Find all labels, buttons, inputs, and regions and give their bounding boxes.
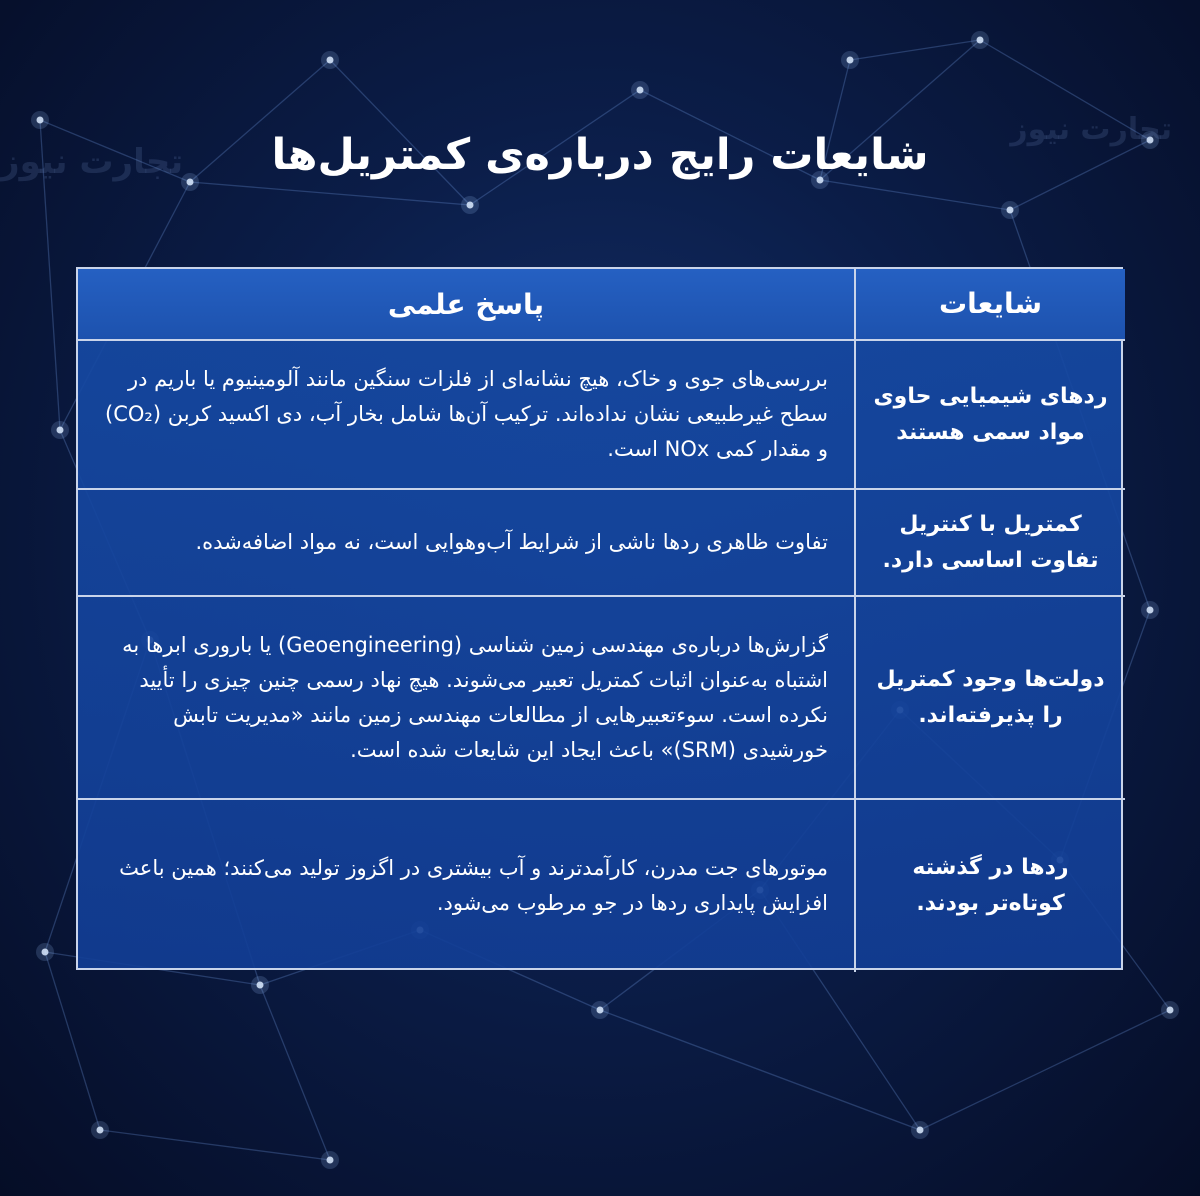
- network-line: [100, 1130, 330, 1160]
- network-node: [42, 949, 49, 956]
- watermark-right: تجارت نیوز: [1010, 112, 1172, 147]
- header-rumor: شایعات: [856, 269, 1125, 341]
- row-2-answer: [78, 490, 856, 597]
- row-1-answer-text: بررسی‌های جوی و خاک، هیچ نشانه‌ای از فلزات سنگین مانند آلومینیوم یا باریم در سطح غیرطبیعی نشان نداده‌اند. ترکیب آن‌ها شامل بخار آب، دی اکسید کربن (CO₂) و مقدار کمی NOx است.: [105, 367, 828, 461]
- network-node: [637, 87, 644, 94]
- row-4-rumor: ردها در گذشته کوتاه‌تر بودند.: [912, 855, 1069, 916]
- row-4-answer-text: موتورهای جت مدرن، کارآمدترند و آب بیشتری در اگزوز تولید می‌کنند؛ همین باعث افزایش پایداری ردها در جو مرطوب می‌شود.: [119, 856, 828, 915]
- rumors-table: [76, 267, 1123, 970]
- network-line: [820, 180, 1010, 210]
- row-1-rumor: ردهای شیمیایی حاوی مواد سمی هستند: [856, 341, 1125, 490]
- network-node: [1167, 1007, 1174, 1014]
- row-3-answer-text: گزارش‌ها درباره‌ی مهندسی زمین شناسی (Geoengineering) یا باروری ابرها به اشتباه به‌عنوان اثبات کمتریل تعبیر می‌شوند. هیچ نهاد رسمی چنین چیزی را تأیید نکرده است. سوءتعبیرهایی از مطالعات مهندسی زمین مانند «مدیریت تابش خورشیدی (SRM)» باعث ایجاد این شایعات شده است.: [122, 632, 828, 762]
- network-node: [97, 1127, 104, 1134]
- row-3-answer: [78, 597, 856, 800]
- network-line: [45, 952, 100, 1130]
- network-line: [260, 985, 330, 1160]
- network-node: [847, 57, 854, 64]
- watermark-left: تجارت نیوز: [0, 142, 184, 182]
- row-2-rumor: کمتریل با کنتریل تفاوت اساسی دارد.: [856, 490, 1125, 597]
- header-answer: پاسخ علمی: [78, 269, 856, 341]
- row-1-answer: [78, 341, 856, 490]
- network-node: [977, 37, 984, 44]
- row-3-rumor: دولت‌ها وجود کمتریل را پذیرفته‌اند.: [856, 597, 1125, 800]
- network-node: [1147, 607, 1154, 614]
- network-node: [917, 1127, 924, 1134]
- network-line: [920, 1010, 1170, 1130]
- network-line: [600, 1010, 920, 1130]
- page-title: شایعات رایج درباره‌ی کمتریل‌ها: [271, 130, 929, 180]
- network-node: [327, 1157, 334, 1164]
- network-node: [1007, 207, 1014, 214]
- network-node: [597, 1007, 604, 1014]
- row-4-answer: [78, 800, 856, 972]
- row-2-answer-text: تفاوت ظاهری ردها ناشی از شرایط آب‌وهوایی است، نه مواد اضافه‌شده.: [195, 530, 828, 554]
- network-node: [467, 202, 474, 209]
- network-node: [257, 982, 264, 989]
- network-node: [57, 427, 64, 434]
- network-node: [327, 57, 334, 64]
- network-line: [190, 182, 470, 205]
- network-node: [37, 117, 44, 124]
